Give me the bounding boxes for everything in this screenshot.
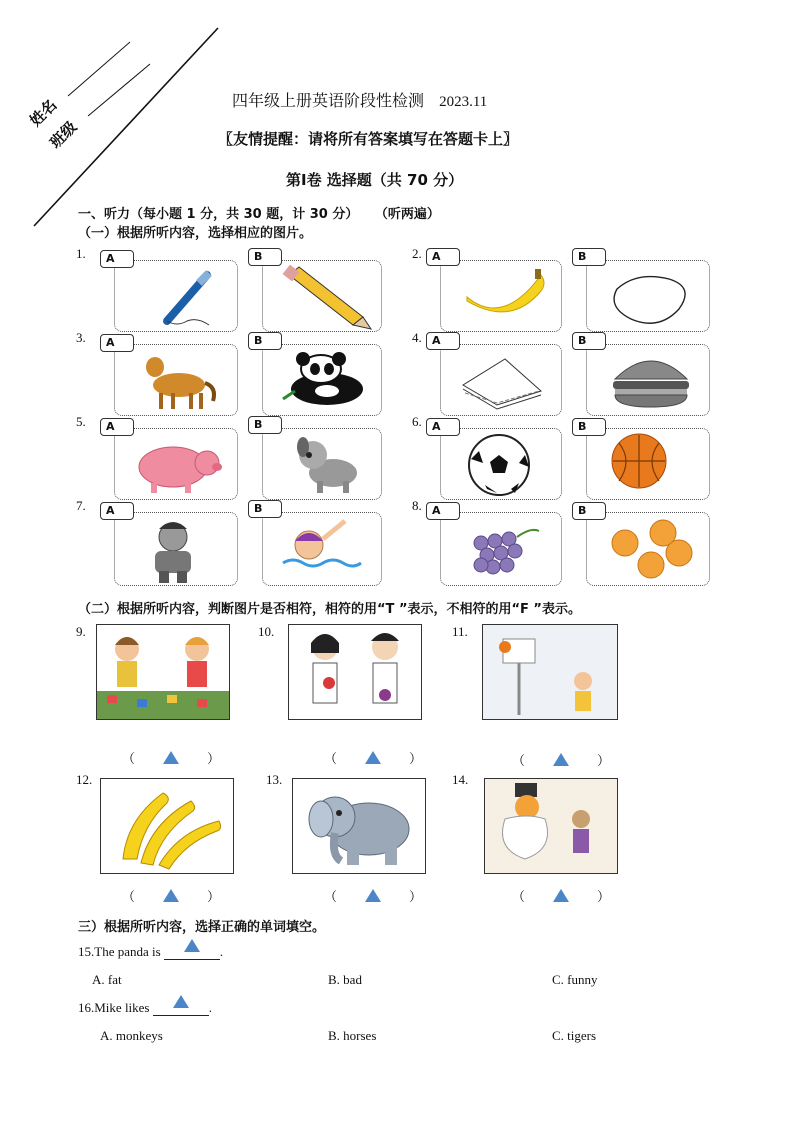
q9-picture xyxy=(96,624,230,720)
option-a-tag: A xyxy=(100,334,134,352)
oranges-icon xyxy=(587,513,709,585)
bananas-picture xyxy=(101,779,233,873)
option-a-tag: A xyxy=(426,248,460,266)
q16-stem: 16.Mike likes . xyxy=(78,1000,212,1016)
part1-title: （一）根据所听内容，选择相应的图片。 xyxy=(78,226,313,241)
q1-option-b[interactable] xyxy=(262,260,382,332)
triangle-marker-icon xyxy=(553,753,569,766)
q15-stem: 15.The panda is . xyxy=(78,944,223,960)
q15-option-a[interactable]: A. fat xyxy=(92,972,122,987)
question-number: 13. xyxy=(266,772,283,787)
option-a-tag: A xyxy=(100,250,134,268)
section1-title: 一、听力（每小题 1 分，共 30 题，计 30 分） （听两遍） xyxy=(78,207,440,222)
q10-answer[interactable]: （ ） xyxy=(324,752,423,767)
q9-answer[interactable]: （ ） xyxy=(122,752,221,767)
question-number: 10. xyxy=(258,624,275,639)
q6-option-a[interactable] xyxy=(440,428,562,500)
option-b-tag: B xyxy=(572,248,606,266)
q7-option-a[interactable] xyxy=(114,512,238,586)
kids-with-fruit-picture xyxy=(289,625,421,719)
question-number: 2. xyxy=(412,246,422,261)
hamburger-icon xyxy=(587,345,709,415)
triangle-marker-icon xyxy=(553,889,569,902)
q16-option-b[interactable]: B. horses xyxy=(328,1028,377,1043)
grapes-icon xyxy=(441,513,561,585)
triangle-marker-icon xyxy=(173,995,189,1008)
exam-title: 四年级上册英语阶段性检测 2023.11 xyxy=(232,91,488,110)
q5-option-a[interactable] xyxy=(114,428,238,500)
boy-icon xyxy=(115,513,237,585)
cat-and-mouse-picture xyxy=(485,779,617,873)
q13-picture xyxy=(292,778,426,874)
q15-blank[interactable] xyxy=(164,945,220,960)
part3-title: 三）根据所听内容，选择正确的单词填空。 xyxy=(78,920,326,935)
q14-picture xyxy=(484,778,618,874)
triangle-marker-icon xyxy=(163,889,179,902)
q16-option-a[interactable]: A. monkeys xyxy=(100,1028,163,1043)
option-b-tag: B xyxy=(248,500,282,518)
shopping-scene-picture xyxy=(97,625,229,719)
q16-option-c[interactable]: C. tigers xyxy=(552,1028,597,1043)
sandwich-icon xyxy=(441,345,561,415)
volume-title: 第Ⅰ卷 选择题（共 70 分） xyxy=(286,171,464,189)
option-b-tag: B xyxy=(248,416,282,434)
question-number: 8. xyxy=(412,498,422,513)
option-b-tag: B xyxy=(248,332,282,350)
option-a-tag: A xyxy=(426,418,460,436)
triangle-marker-icon xyxy=(184,939,200,952)
triangle-marker-icon xyxy=(365,889,381,902)
option-a-tag: A xyxy=(426,502,460,520)
question-number: 9. xyxy=(76,624,86,639)
elephant-picture xyxy=(293,779,425,873)
q4-option-b[interactable] xyxy=(586,344,710,416)
question-number: 6. xyxy=(412,414,422,429)
q8-option-b[interactable] xyxy=(586,512,710,586)
q11-picture xyxy=(482,624,618,720)
q14-answer[interactable]: （ ） xyxy=(512,890,611,905)
question-number: 3. xyxy=(76,330,86,345)
mango-outline-icon xyxy=(587,261,709,331)
q2-option-b[interactable] xyxy=(586,260,710,332)
q1-option-a[interactable] xyxy=(114,260,238,332)
pencil-icon xyxy=(263,261,381,331)
reminder: 〖友情提醒：请将所有答案填写在答题卡上〗 xyxy=(218,130,519,148)
question-number: 1. xyxy=(76,246,86,261)
q8-option-a[interactable] xyxy=(440,512,562,586)
class-label: 班级 xyxy=(46,117,81,152)
q15-option-b[interactable]: B. bad xyxy=(328,972,362,987)
q16-blank[interactable] xyxy=(153,1001,209,1016)
pig-icon xyxy=(115,429,237,499)
question-number: 11. xyxy=(452,624,468,639)
q3-option-a[interactable] xyxy=(114,344,238,416)
name-label: 姓名 xyxy=(26,95,61,130)
q4-option-a[interactable] xyxy=(440,344,562,416)
q12-answer[interactable]: （ ） xyxy=(122,890,221,905)
horse-icon xyxy=(115,345,237,415)
option-b-tag: B xyxy=(248,248,282,266)
question-number: 7. xyxy=(76,498,86,513)
option-b-tag: B xyxy=(572,332,606,350)
option-a-tag: A xyxy=(426,332,460,350)
dog-icon xyxy=(263,429,381,499)
banana-icon xyxy=(441,261,561,331)
triangle-marker-icon xyxy=(163,751,179,764)
option-b-tag: B xyxy=(572,502,606,520)
basketball-icon xyxy=(587,429,709,499)
basketball-hoop-picture xyxy=(483,625,617,719)
part2-title: （二）根据所听内容，判断图片是否相符，相符的用“T ”表示，不相符的用“F ”表示。 xyxy=(78,602,581,617)
exam-date: 2023.11 xyxy=(439,94,488,110)
pen-icon xyxy=(115,261,237,331)
q12-picture xyxy=(100,778,234,874)
option-a-tag: A xyxy=(100,418,134,436)
panda-icon xyxy=(263,345,381,415)
option-b-tag: B xyxy=(572,418,606,436)
football-icon xyxy=(441,429,561,499)
swimming-icon xyxy=(263,513,381,585)
q11-answer[interactable]: （ ） xyxy=(512,754,611,769)
question-number: 12. xyxy=(76,772,93,787)
q7-option-b[interactable] xyxy=(262,512,382,586)
question-number: 5. xyxy=(76,414,86,429)
q3-option-b[interactable] xyxy=(262,344,382,416)
q15-option-c[interactable]: C. funny xyxy=(552,972,598,987)
q5-option-b[interactable] xyxy=(262,428,382,500)
q2-option-a[interactable] xyxy=(440,260,562,332)
question-number: 14. xyxy=(452,772,469,787)
q13-answer[interactable]: （ ） xyxy=(324,890,423,905)
option-a-tag: A xyxy=(100,502,134,520)
question-number: 4. xyxy=(412,330,422,345)
q6-option-b[interactable] xyxy=(586,428,710,500)
q10-picture xyxy=(288,624,422,720)
triangle-marker-icon xyxy=(365,751,381,764)
